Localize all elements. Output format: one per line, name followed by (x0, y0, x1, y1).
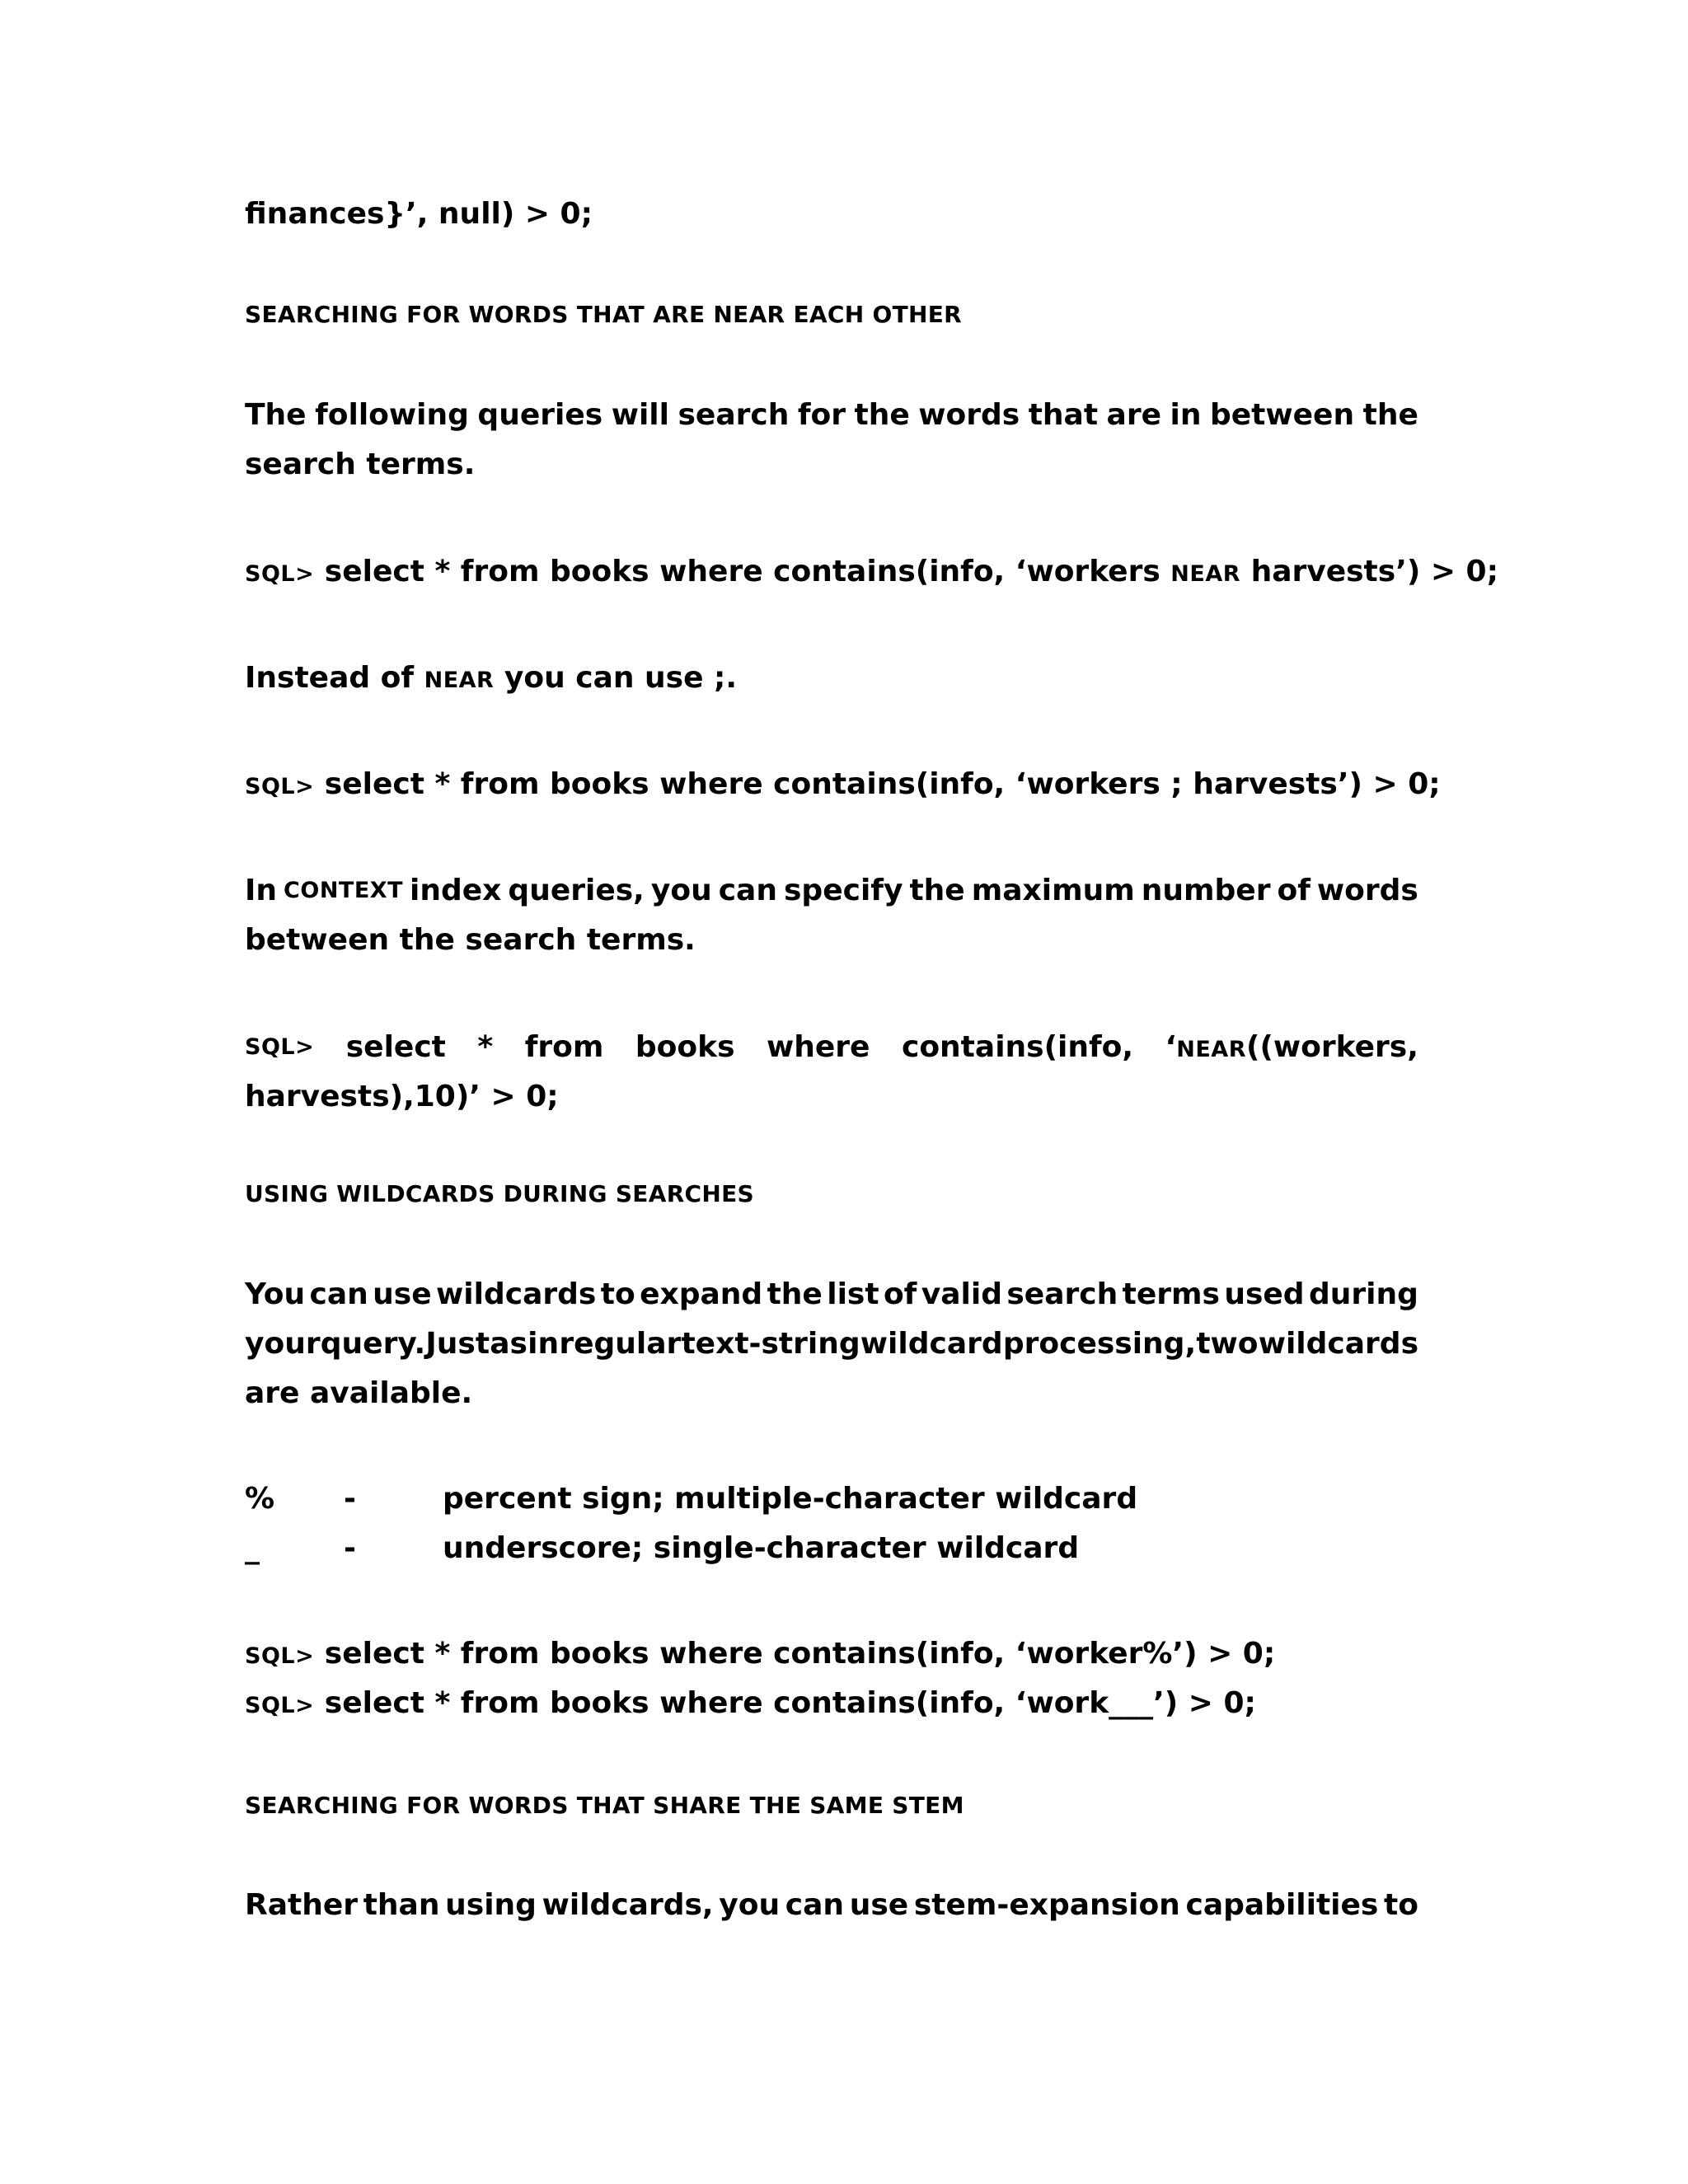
word: for (797, 398, 846, 432)
sql-word: * (477, 1030, 494, 1064)
word: using (445, 1888, 537, 1922)
word: in (528, 1327, 560, 1361)
word: following (315, 398, 469, 432)
paragraph-wildcards-line-3: are available. (245, 1376, 473, 1410)
word: the (854, 398, 910, 432)
word: wildcard (860, 1327, 1003, 1361)
section-heading-stem: SEARCHING FOR WORDS THAT SHARE THE SAME STEM (245, 1792, 964, 1819)
word: text-string (681, 1327, 860, 1361)
note-text: Instead of (245, 661, 424, 695)
word: terms (1122, 1277, 1220, 1311)
word: that (1028, 398, 1099, 432)
sql-statement-underscore-wildcard (245, 1685, 1418, 1724)
paragraph-stem-line-1 (245, 1887, 1418, 1924)
word: The (245, 398, 307, 432)
word: used (1224, 1277, 1305, 1311)
word: you (650, 874, 712, 907)
word: queries (477, 398, 603, 432)
word: index (410, 874, 502, 907)
word: query. (320, 1327, 426, 1361)
word: during (1308, 1277, 1418, 1311)
wildcard-dash: - (344, 1531, 356, 1565)
sql-near-term (1165, 1029, 1418, 1068)
wildcard-description: underscore; single-character wildcard (443, 1531, 1080, 1565)
word: wildcards (436, 1277, 597, 1311)
word: search (1006, 1277, 1118, 1311)
sql-text: select * from books where contains(info, ‘workers ; harvests’) > 0; (314, 767, 1441, 801)
word: two (1196, 1327, 1259, 1361)
word: words (918, 398, 1020, 432)
sql-text: select * from books where contains(info, ‘workers (314, 555, 1171, 588)
sql-statement-near (245, 554, 1498, 593)
word: stem-expansion (913, 1888, 1180, 1922)
sql-prompt: SQL> (245, 1034, 315, 1060)
wildcard-symbol: % (245, 1482, 275, 1516)
wildcard-dash: - (344, 1482, 356, 1516)
paragraph-context-line-2: between the search terms. (245, 923, 696, 957)
sql-statement-near-distance-line-2: harvests),10)’ > 0; (245, 1080, 559, 1113)
word: than (363, 1888, 440, 1922)
word: in (1170, 398, 1202, 432)
word: as (490, 1327, 528, 1361)
word: to (1384, 1888, 1418, 1922)
sql-prompt: SQL> (245, 1643, 315, 1669)
sql-text: select * from books where contains(info, ‘work___’) > 0; (314, 1686, 1256, 1720)
sql-statement-near-distance-line-1 (245, 1029, 1418, 1068)
word: use (373, 1277, 432, 1311)
word: you (719, 1888, 781, 1922)
word: maximum (971, 874, 1135, 907)
word: are (1106, 398, 1162, 432)
sql-text: harvests’) > 0; (1240, 555, 1498, 588)
word: specify (784, 874, 903, 907)
paragraph-wildcards-line-2 (245, 1326, 1418, 1362)
code-continuation-text: finances}’, null) > 0; (245, 197, 593, 231)
word: valid (921, 1277, 1002, 1311)
sql-word: where (767, 1030, 870, 1064)
word: number (1141, 874, 1271, 907)
word: list (827, 1277, 879, 1311)
sql-word: from (524, 1030, 604, 1064)
word: the (909, 874, 965, 907)
sql-word: contains(info, (901, 1030, 1134, 1064)
word: words (1316, 874, 1418, 907)
sql-word: books (635, 1030, 735, 1064)
word: queries, (508, 874, 645, 907)
word: capabilities (1185, 1888, 1379, 1922)
note-near-alternative (245, 660, 1418, 699)
sql-word: select (345, 1030, 446, 1064)
code-continuation (245, 196, 1418, 232)
word: In (245, 874, 278, 907)
word: will (611, 398, 669, 432)
word: the (1362, 398, 1418, 432)
word: of (1277, 874, 1311, 907)
document-page (245, 0, 1498, 2184)
note-text: you can use ;. (494, 661, 738, 695)
quote: ‘ (1165, 1030, 1177, 1064)
word: your (245, 1327, 321, 1361)
keyword: CONTEXT (284, 878, 404, 903)
sql-statement-semicolon (245, 766, 1441, 805)
paragraph-context-line-1 (245, 873, 1418, 909)
word: expand (640, 1277, 763, 1311)
wildcard-description: percent sign; multiple-character wildcard (443, 1482, 1138, 1516)
word: can (718, 874, 777, 907)
sql-statement-percent-wildcard (245, 1636, 1418, 1675)
word: You (245, 1277, 306, 1311)
word: use (849, 1888, 909, 1922)
word: the (767, 1277, 823, 1311)
paragraph-wildcards-line-1 (245, 1277, 1418, 1313)
word: search (678, 398, 790, 432)
word: wildcards, (542, 1888, 714, 1922)
sql-word: ((workers, (1246, 1030, 1418, 1064)
word: Just (425, 1327, 490, 1361)
word: Rather (245, 1888, 359, 1922)
wildcard-symbol: _ (245, 1531, 260, 1565)
note-keyword: NEAR (424, 668, 495, 693)
word: to (600, 1277, 635, 1311)
word: can (309, 1277, 368, 1311)
section-heading-near: SEARCHING FOR WORDS THAT ARE NEAR EACH OTHER (245, 301, 963, 328)
word: regular (559, 1327, 682, 1361)
word: can (785, 1888, 845, 1922)
section-heading-wildcards: USING WILDCARDS DURING SEARCHES (245, 1180, 755, 1207)
sql-keyword: NEAR (1176, 1037, 1246, 1062)
word: between (1209, 398, 1355, 432)
word: of (883, 1277, 917, 1311)
paragraph-near-intro-line-1 (245, 397, 1418, 434)
sql-keyword: NEAR (1170, 561, 1241, 587)
word: wildcards (1258, 1327, 1418, 1361)
sql-text: select * from books where contains(info, ‘worker%’) > 0; (314, 1637, 1276, 1671)
sql-prompt: SQL> (245, 1693, 315, 1718)
sql-prompt: SQL> (245, 561, 315, 587)
word: processing, (1002, 1327, 1197, 1361)
sql-prompt: SQL> (245, 774, 315, 799)
paragraph-near-intro-line-2: search terms. (245, 448, 476, 481)
